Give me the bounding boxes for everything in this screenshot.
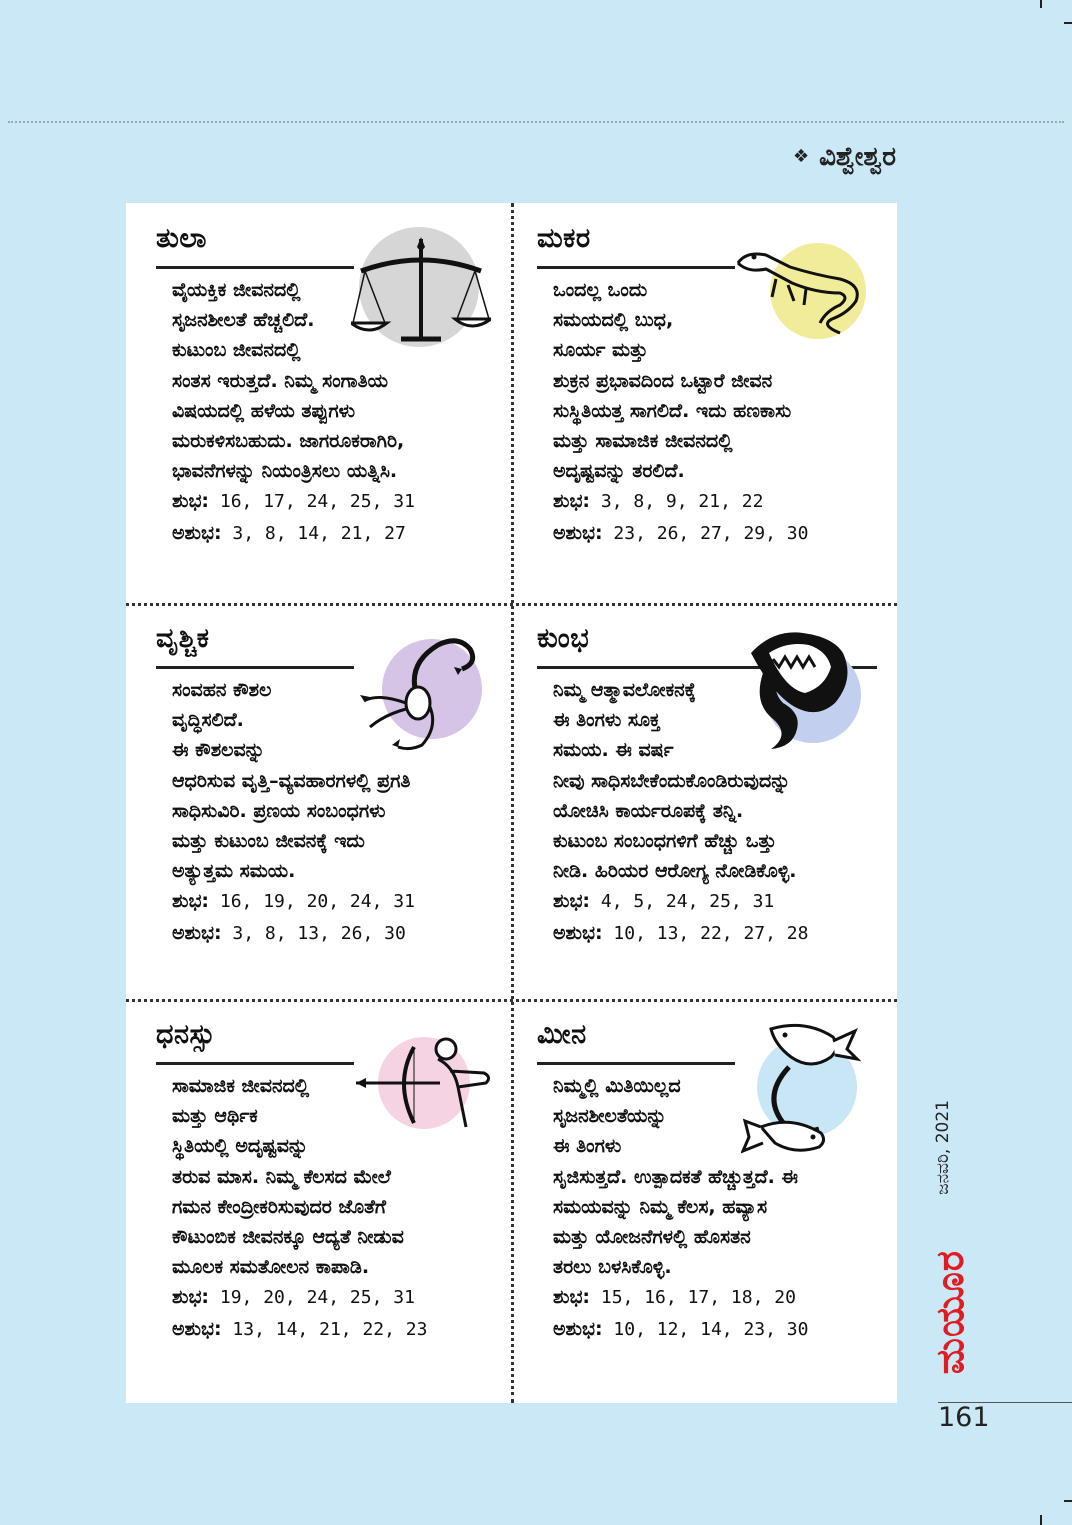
lucky-values: 16, 17, 24, 25, 31 <box>219 491 415 513</box>
magazine-logo: ಮಯೂರ <box>928 1250 972 1375</box>
unlucky-values: 10, 12, 14, 23, 30 <box>613 1318 809 1340</box>
text-line: ಮತ್ತು ಆರ್ಥಿಕ <box>172 1105 258 1128</box>
text-line: ಈ ತಿಂಗಳು ಸೂಕ್ತ <box>553 709 661 732</box>
text-line: ಅತ್ಯುತ್ತಮ ಸಮಯ. <box>172 860 296 883</box>
text-line: ಸಾಮಾಜಿಕ ಜೀವನದಲ್ಲಿ <box>172 1075 310 1097</box>
sign-card-makara <box>511 203 896 603</box>
lucky-dates <box>172 1282 502 1313</box>
unlucky-label: ಅಶುಭ: <box>553 1317 603 1340</box>
lucky-values: 19, 20, 24, 25, 31 <box>219 1287 415 1309</box>
text-line: ಗಮನ ಕೇಂದ್ರೀಕರಿಸುವುದರ ಜೊತೆಗೆ <box>172 1195 386 1218</box>
sign-text <box>172 275 502 549</box>
lucky-label: ಶುಭ: <box>553 490 591 513</box>
sign-title: ತುಲಾ <box>156 223 207 254</box>
text-line: ಮತ್ತು ಕುಟುಂಬ ಜೀವನಕ್ಕೆ ಇದು <box>172 830 365 853</box>
lucky-dates <box>553 1282 883 1313</box>
unlucky-dates <box>553 1314 883 1345</box>
text-line: ಶುಕ್ರನ ಪ್ರಭಾವದಿಂದ ಒಟ್ಟಾರೆ ಜೀವನ <box>553 369 773 392</box>
unlucky-dates <box>172 518 502 549</box>
lucky-label: ಶುಭ: <box>172 490 210 513</box>
text-line: ವೈಯಕ್ತಿಕ ಜೀವನದಲ್ಲಿ <box>172 279 301 301</box>
text-line: ಸಾಧಿಸುವಿರಿ. ಪ್ರಣಯ ಸಂಬಂಧಗಳು <box>172 799 386 822</box>
lucky-values: 15, 16, 17, 18, 20 <box>600 1287 796 1309</box>
title-underline <box>537 266 735 269</box>
unlucky-dates <box>172 1314 502 1345</box>
text-line: ಸಮಯ. ಈ ವರ್ಷ <box>553 739 674 762</box>
text-line: ಮೂಲಕ ಸಮತೋಲನ ಕಾಪಾಡಿ. <box>172 1256 370 1279</box>
title-underline <box>537 1062 735 1065</box>
unlucky-values: 23, 26, 27, 29, 30 <box>613 522 809 544</box>
text-line: ಮರುಕಳಿಸಬಹುದು. ಜಾಗರೂಕರಾಗಿರಿ, <box>172 430 405 453</box>
lucky-values: 4, 5, 24, 25, 31 <box>600 891 775 913</box>
text-line: ಕೌಟುಂಬಿಕ ಜೀವನಕ್ಕೂ ಆದ್ಯತೆ ನೀಡುವ <box>172 1226 404 1249</box>
title-underline <box>156 266 354 269</box>
sign-card-dhanassu <box>126 999 511 1399</box>
unlucky-dates <box>553 518 883 549</box>
bullet-icon: ❖ <box>793 146 810 167</box>
text-line: ಸೃಜನಶೀಲತೆಯನ್ನು <box>553 1105 667 1128</box>
sign-text <box>553 275 883 549</box>
unlucky-label: ಅಶುಭ: <box>553 521 603 544</box>
sign-text <box>172 1071 502 1345</box>
sign-title: ಕುಂಭ <box>537 623 590 654</box>
title-underline <box>156 666 354 669</box>
sign-card-meena <box>511 999 896 1399</box>
sign-text <box>553 1071 883 1345</box>
sign-title: ವೃಶ್ಚಿಕ <box>156 623 210 654</box>
text-line: ಸಂತಸ ಇರುತ್ತದೆ. ನಿಮ್ಮ ಸಂಗಾತಿಯ <box>172 369 389 392</box>
sign-text <box>553 675 883 949</box>
text-line: ಯೋಚಿಸಿ ಕಾರ್ಯರೂಪಕ್ಕೆ ತನ್ನಿ. <box>553 799 744 822</box>
unlucky-label: ಅಶುಭ: <box>553 921 603 944</box>
page-number: 161 <box>938 1402 990 1433</box>
unlucky-label: ಅಶುಭ: <box>172 1317 222 1340</box>
text-line: ಸಮಯದಲ್ಲಿ ಬುಧ, <box>553 309 674 332</box>
text-line: ಒಂದಲ್ಲ ಒಂದು <box>553 279 648 301</box>
top-dotted-divider <box>8 121 1064 123</box>
crop-mark <box>1064 22 1072 24</box>
text-line: ವಿಷಯದಲ್ಲಿ ಹಳೆಯ ತಪ್ಪುಗಳು <box>172 399 356 422</box>
lucky-dates <box>172 886 502 917</box>
crop-mark <box>1040 0 1042 8</box>
text-line: ಸಮಯವನ್ನು ನಿಮ್ಮ ಕೆಲಸ, ಹವ್ಯಾಸ <box>553 1195 768 1218</box>
unlucky-dates <box>172 918 502 949</box>
crop-mark <box>1040 1515 1042 1525</box>
text-line: ತರುವ ಮಾಸ. ನಿಮ್ಮ ಕೆಲಸದ ಮೇಲೆ <box>172 1165 391 1188</box>
sign-title: ಮೀನ <box>537 1019 587 1050</box>
text-line: ವೃದ್ಧಿಸಲಿದೆ. <box>172 709 244 732</box>
sign-title: ಮಕರ <box>537 223 591 254</box>
crop-mark <box>1064 1500 1072 1502</box>
text-line: ಆಧರಿಸುವ ವೃತ್ತಿ–ವ್ಯವಹಾರಗಳಲ್ಲಿ ಪ್ರಗತಿ <box>172 769 411 792</box>
text-line: ನಿಮ್ಮಲ್ಲಿ ಮಿತಿಯಿಲ್ಲದ <box>553 1075 681 1097</box>
horoscope-panel <box>126 203 897 1403</box>
lucky-dates <box>553 886 883 917</box>
text-line: ಈ ತಿಂಗಳು <box>553 1135 622 1158</box>
text-line: ನೀಡಿ. ಹಿರಿಯರ ಆರೋಗ್ಯ ನೋಡಿಕೊಳ್ಳಿ. <box>553 860 797 883</box>
text-line: ನಿಮ್ಮ ಆತ್ಮಾವಲೋಕನಕ್ಕೆ <box>553 679 696 701</box>
unlucky-values: 3, 8, 13, 26, 30 <box>232 922 406 944</box>
lucky-label: ಶುಭ: <box>553 1286 591 1309</box>
text-line: ಸಂವಹನ ಕೌಶಲ <box>172 679 272 701</box>
sign-text <box>172 675 502 949</box>
author-byline <box>793 142 896 173</box>
unlucky-values: 10, 13, 22, 27, 28 <box>613 922 809 944</box>
sign-card-kumbha <box>511 603 896 1003</box>
author-name: ವಿಶ್ವೇಶ್ವರ <box>819 142 896 172</box>
unlucky-label: ಅಶುಭ: <box>172 921 222 944</box>
text-line: ಕುಟುಂಬ ಸಂಬಂಧಗಳಿಗೆ ಹೆಚ್ಚು ಒತ್ತು <box>553 830 777 853</box>
unlucky-values: 3, 8, 14, 21, 27 <box>232 522 406 544</box>
lucky-label: ಶುಭ: <box>553 890 591 913</box>
lucky-dates <box>553 486 883 517</box>
unlucky-label: ಅಶುಭ: <box>172 521 222 544</box>
sign-card-tula <box>126 203 511 603</box>
unlucky-values: 13, 14, 21, 22, 23 <box>232 1318 428 1340</box>
issue-date: ಜನವರಿ, 2021 <box>933 1100 953 1195</box>
text-line: ಸೃಜಿಸುತ್ತದೆ. ಉತ್ಪಾದಕತೆ ಹೆಚ್ಚುತ್ತದೆ. ಈ <box>553 1165 798 1188</box>
title-underline <box>156 1062 354 1065</box>
lucky-values: 3, 8, 9, 21, 22 <box>600 491 764 513</box>
text-line: ಈ ಕೌಶಲವನ್ನು <box>172 739 265 762</box>
text-line: ಕುಟುಂಬ ಜೀವನದಲ್ಲಿ <box>172 339 301 362</box>
text-line: ನೀವು ಸಾಧಿಸಬೇಕೆಂದುಕೊಂಡಿರುವುದನ್ನು <box>553 769 791 792</box>
lucky-values: 16, 19, 20, 24, 31 <box>219 891 415 913</box>
text-line: ಅದೃಷ್ಟವನ್ನು ತರಲಿದೆ. <box>553 460 685 483</box>
text-line: ಸೃಜನಶೀಲತೆ ಹೆಚ್ಚಲಿದೆ. <box>172 309 315 332</box>
lucky-label: ಶುಭ: <box>172 1286 210 1309</box>
lucky-dates <box>172 486 502 517</box>
sign-title: ಧನಸ್ಸು <box>156 1019 216 1050</box>
sign-card-vrischika <box>126 603 511 1003</box>
text-line: ಸೂರ್ಯ ಮತ್ತು <box>553 339 648 362</box>
text-line: ತರಲು ಬಳಸಿಕೊಳ್ಳಿ. <box>553 1256 672 1279</box>
text-line: ಸುಸ್ಥಿತಿಯತ್ತ ಸಾಗಲಿದೆ. ಇದು ಹಣಕಾಸು <box>553 399 792 422</box>
text-line: ಭಾವನೆಗಳನ್ನು ನಿಯಂತ್ರಿಸಲು ಯತ್ನಿಸಿ. <box>172 460 398 483</box>
text-line: ಮತ್ತು ಯೋಜನೆಗಳಲ್ಲಿ ಹೊಸತನ <box>553 1226 751 1249</box>
unlucky-dates <box>553 918 883 949</box>
text-line: ಸ್ಥಿತಿಯಲ್ಲಿ ಅದೃಷ್ಟವನ್ನು <box>172 1135 309 1158</box>
lucky-label: ಶುಭ: <box>172 890 210 913</box>
text-line: ಮತ್ತು ಸಾಮಾಜಿಕ ಜೀವನದಲ್ಲಿ <box>553 430 733 453</box>
